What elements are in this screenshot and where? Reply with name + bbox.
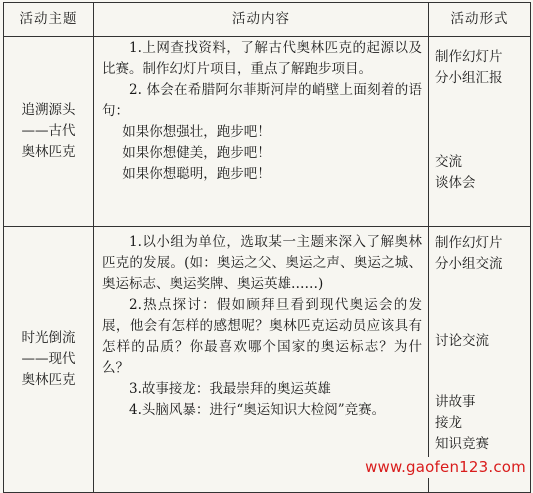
row2-content-item1: 1.以小组为单位，选取某一主题来深入了解奥林匹克的发展。(如：奥运之父、奥运之声、奥运之城、奥运标志、奥运奖牌、奥运英雄……) — [102, 234, 422, 292]
table-header-row — [4, 3, 531, 37]
row2-content-item3: 3.故事接龙：我最崇拜的奥运英雄 — [129, 381, 331, 397]
row1-content-item2: 2. 体会在希腊阿尔菲斯河岸的峭壁上面刻着的语句： — [102, 82, 422, 119]
activity-table — [3, 2, 531, 493]
poem-line: 如果你想聪明，跑步吧！ — [122, 166, 271, 182]
row2-form-c1: 讲故事 — [435, 394, 476, 410]
row2-theme — [4, 227, 94, 493]
row1-form-b2: 谈体会 — [435, 175, 476, 191]
site-watermark: www.gaofen123.com — [360, 457, 529, 478]
row1-form-a1: 制作幻灯片 — [435, 49, 503, 65]
row1-theme-line3: 奥林匹克 — [21, 144, 76, 160]
row1-theme-line2: ——古代 — [21, 123, 76, 139]
poem-line: 如果你想健美，跑步吧！ — [122, 145, 271, 161]
row1-form-a2: 分小组汇报 — [435, 70, 503, 86]
row2-form-c3: 知识竞赛 — [435, 436, 489, 452]
row1-content — [94, 37, 429, 227]
row2-form-c2: 接龙 — [435, 415, 462, 431]
row1-form — [429, 37, 531, 227]
header-form: 活动形式 — [429, 3, 531, 37]
header-content: 活动内容 — [94, 3, 429, 37]
poem-line: 如果你想强壮，跑步吧！ — [122, 124, 271, 140]
table-row — [4, 227, 531, 493]
row2-form-b1: 讨论交流 — [435, 333, 489, 349]
row2-theme-line1: 时光倒流 — [21, 330, 76, 346]
row2-form-a1: 制作幻灯片 — [435, 235, 503, 251]
row2-content — [94, 227, 429, 493]
row2-form-a2: 分小组交流 — [435, 256, 503, 272]
row1-theme-line1: 追溯源头 — [21, 102, 76, 118]
row2-form — [429, 227, 531, 493]
row2-theme-line3: 奥林匹克 — [21, 372, 76, 388]
row1-content-item1: 1.上网查找资料，了解古代奥林匹克的起源以及比赛。制作幻灯片项目，重点了解跑步项目。 — [102, 40, 422, 77]
row1-form-b1: 交流 — [435, 154, 462, 170]
row2-theme-line2: ——现代 — [21, 351, 76, 367]
row2-content-item4: 4.头脑风暴：进行“奥运知识大检阅”竞赛。 — [129, 402, 386, 418]
header-theme: 活动主题 — [4, 3, 94, 37]
row1-theme — [4, 37, 94, 227]
row2-content-item2: 2.热点探讨：假如顾拜旦看到现代奥运会的发展，他会有怎样的感想呢？奥林匹克运动员应该具有怎样的品质？你最喜欢哪个国家的奥运标志？为什么？ — [102, 297, 422, 376]
table-row — [4, 37, 531, 227]
